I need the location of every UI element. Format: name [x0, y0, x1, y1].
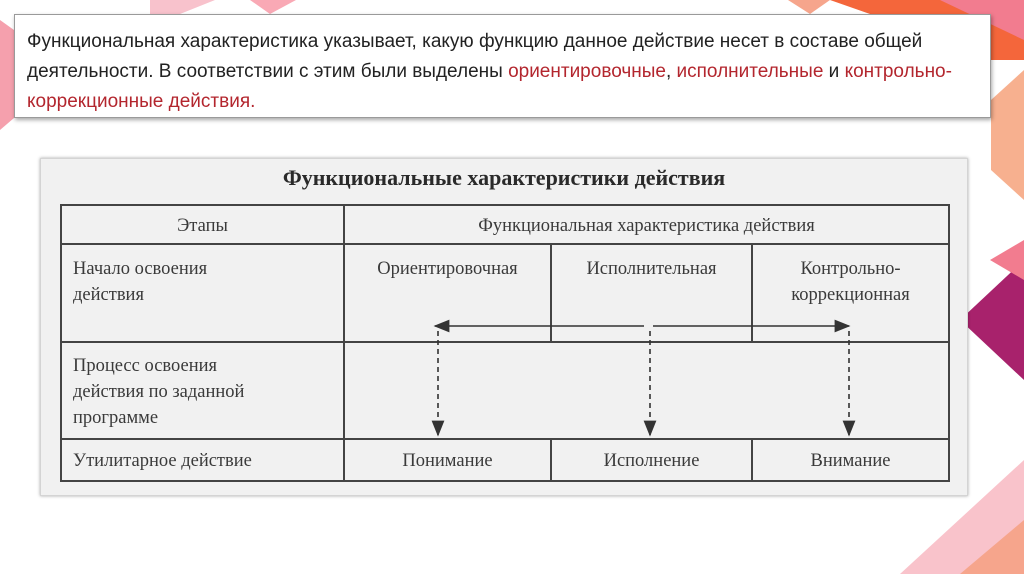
figure-title: Функциональные характеристики действия: [282, 165, 726, 190]
row1-label-l1: Начало освоения: [73, 259, 208, 279]
deco-left-pink: [0, 20, 14, 130]
term-orientational: ориентировочные: [508, 61, 666, 82]
figure-scan: [40, 158, 968, 496]
row2-label-l2: действия по заданной: [73, 382, 245, 402]
row1-exec: Исполнительная: [586, 259, 717, 279]
term-control: контрольно-коррекционные действия: [27, 61, 952, 112]
deco-top-pink-2: [250, 0, 296, 14]
row2-label-l3: программе: [73, 408, 159, 428]
row3-understanding: Понимание: [402, 451, 493, 471]
header-func: Функциональная характеристика действия: [478, 216, 815, 236]
deco-right-orange: [991, 70, 1024, 200]
deco-right-magenta: [960, 260, 1024, 380]
row2-label-l1: Процесс освоения: [73, 356, 218, 376]
deco-top-pink: [150, 0, 215, 14]
header-stages: Этапы: [177, 216, 228, 236]
row1-control-l1: Контрольно-: [800, 259, 901, 279]
deco-top-orange: [788, 0, 830, 14]
term-executive: исполнительные: [676, 61, 824, 82]
figure-table-lines: [41, 159, 969, 497]
deco-right-pink: [990, 240, 1024, 280]
row1-orient: Ориентировочная: [377, 259, 518, 279]
intro-text-box: Функциональная характеристика указывает, какую функцию данное действие несет в составе общей деятельности. В соответствии с этим были выделены ориентировочные, исполнительные и контрольно-коррекционные действия.: [14, 14, 991, 118]
row3-execution: Исполнение: [603, 451, 700, 471]
row3-label: Утилитарное действие: [73, 451, 252, 471]
row1-control-l2: коррекционная: [791, 285, 910, 305]
intro-text: Функциональная характеристика указывает, какую функцию данное действие несет в составе общей деятельности. В соответствии с этим были выделены: [27, 31, 923, 82]
row3-attention: Внимание: [810, 451, 891, 471]
row1-label-l2: действия: [73, 285, 144, 305]
